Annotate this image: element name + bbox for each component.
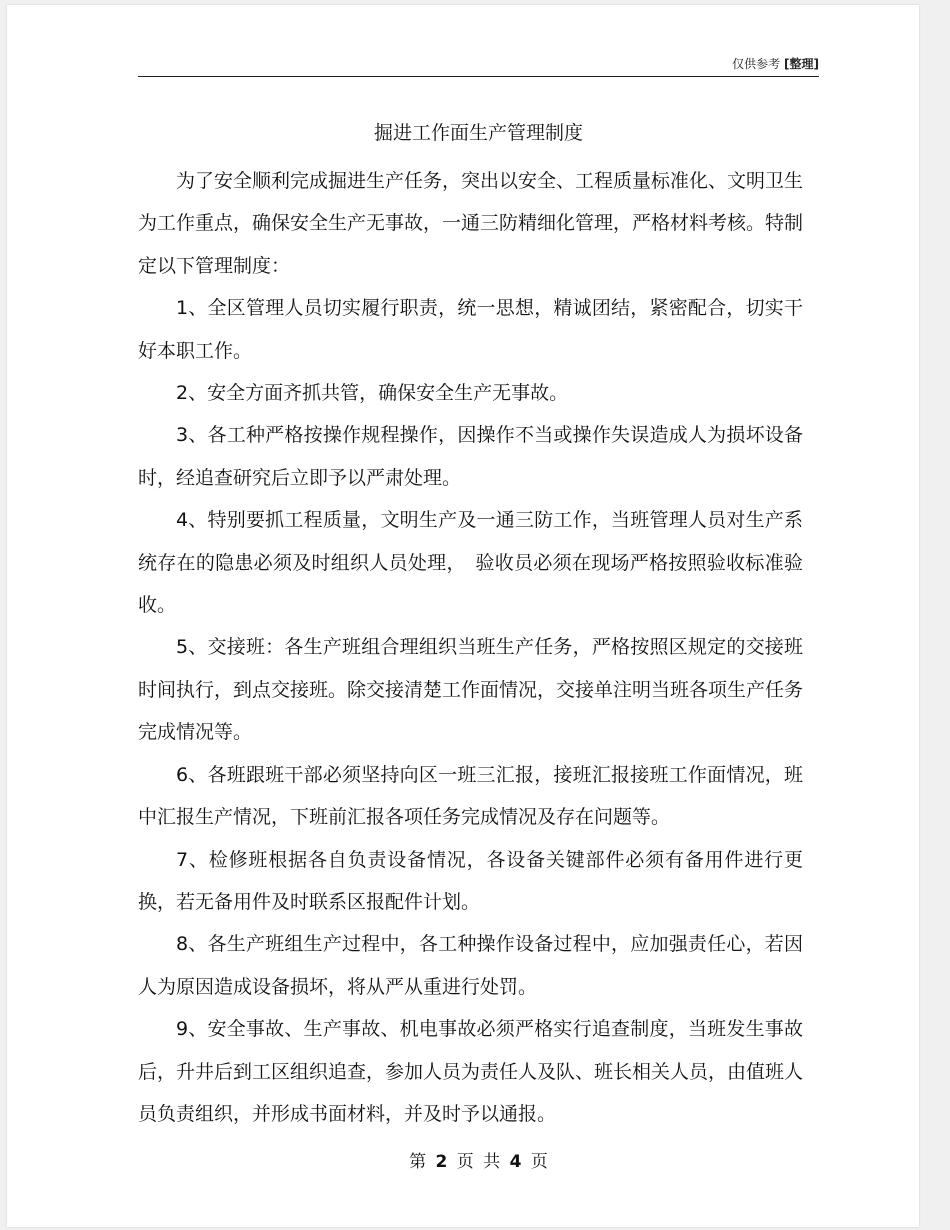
footer-total-word: 共 bbox=[483, 1152, 501, 1172]
paragraph-item-7: 7、检修班根据各自负责设备情况，各设备关键部件必须有备用件进行更换，若无备用件及时联系区报配件计划。 bbox=[138, 848, 803, 913]
paragraph-item-1: 1、全区管理人员切实履行职责，统一思想，精诚团结，紧密配合，切实干好本职工作。 bbox=[138, 297, 803, 362]
footer-suffix: 页 bbox=[530, 1152, 548, 1172]
footer-page-word: 页 bbox=[456, 1152, 474, 1172]
paragraph-item-6: 6、各班跟班干部必须坚持向区一班三汇报，接班汇报接班工作面情况，班中汇报生产情况，下班前汇报各项任务完成情况及存在问题等。 bbox=[138, 763, 803, 829]
page-footer bbox=[138, 1150, 819, 1174]
paragraph-item-8: 8、各生产班组生产过程中，各工种操作设备过程中，应加强责任心，若因人为原因造成设备损坏，将从严从重进行处罚。 bbox=[138, 933, 803, 998]
page-header bbox=[138, 56, 819, 77]
paragraph-item-3: 3、各工种严格按操作规程操作，因操作不当或操作失误造成人为损坏设备时，经追查研究后立即予以严肃处理。 bbox=[138, 424, 803, 489]
paragraph-item-9: 9、安全事故、生产事故、机电事故必须严格实行追查制度，当班发生事故后，升井后到工区组织追查，参加人员为责任人及队、班长相关人员，由值班人员负责组织，并形成书面材料，并及时予以通报。 bbox=[138, 1018, 804, 1125]
paragraph-item-4: 4、特别要抓工程质量，文明生产及一通三防工作，当班管理人员对生产系统存在的隐患必须及时组织人员处理， 验收员必须在现场严格按照验收标准验收。 bbox=[138, 509, 803, 617]
paragraph-intro: 为了安全顺利完成掘进生产任务，突出以安全、工程质量标准化、文明卫生为工作重点，确保安全生产无事故，一通三防精细化管理，严格材料考核。特制定以下管理制度： bbox=[138, 170, 804, 277]
footer-current-page: 2 bbox=[435, 1152, 448, 1172]
footer-prefix: 第 bbox=[409, 1152, 427, 1172]
paragraph-item-2: 2、安全方面齐抓共管，确保安全生产无事故。 bbox=[176, 382, 569, 405]
document-body bbox=[138, 160, 803, 1135]
footer-total-pages: 4 bbox=[509, 1152, 522, 1172]
header-tag: [整理] bbox=[784, 57, 819, 71]
document-page bbox=[7, 5, 919, 1227]
paragraph-item-5: 5、交接班：各生产班组合理组织当班生产任务，严格按照区规定的交接班时间执行，到点交接班。除交接清楚工作面情况，交接单注明当班各项生产任务完成情况等。 bbox=[138, 636, 804, 744]
document-title: 掘进工作面生产管理制度 bbox=[373, 122, 583, 144]
header-note: 仅供参考 bbox=[732, 57, 781, 71]
